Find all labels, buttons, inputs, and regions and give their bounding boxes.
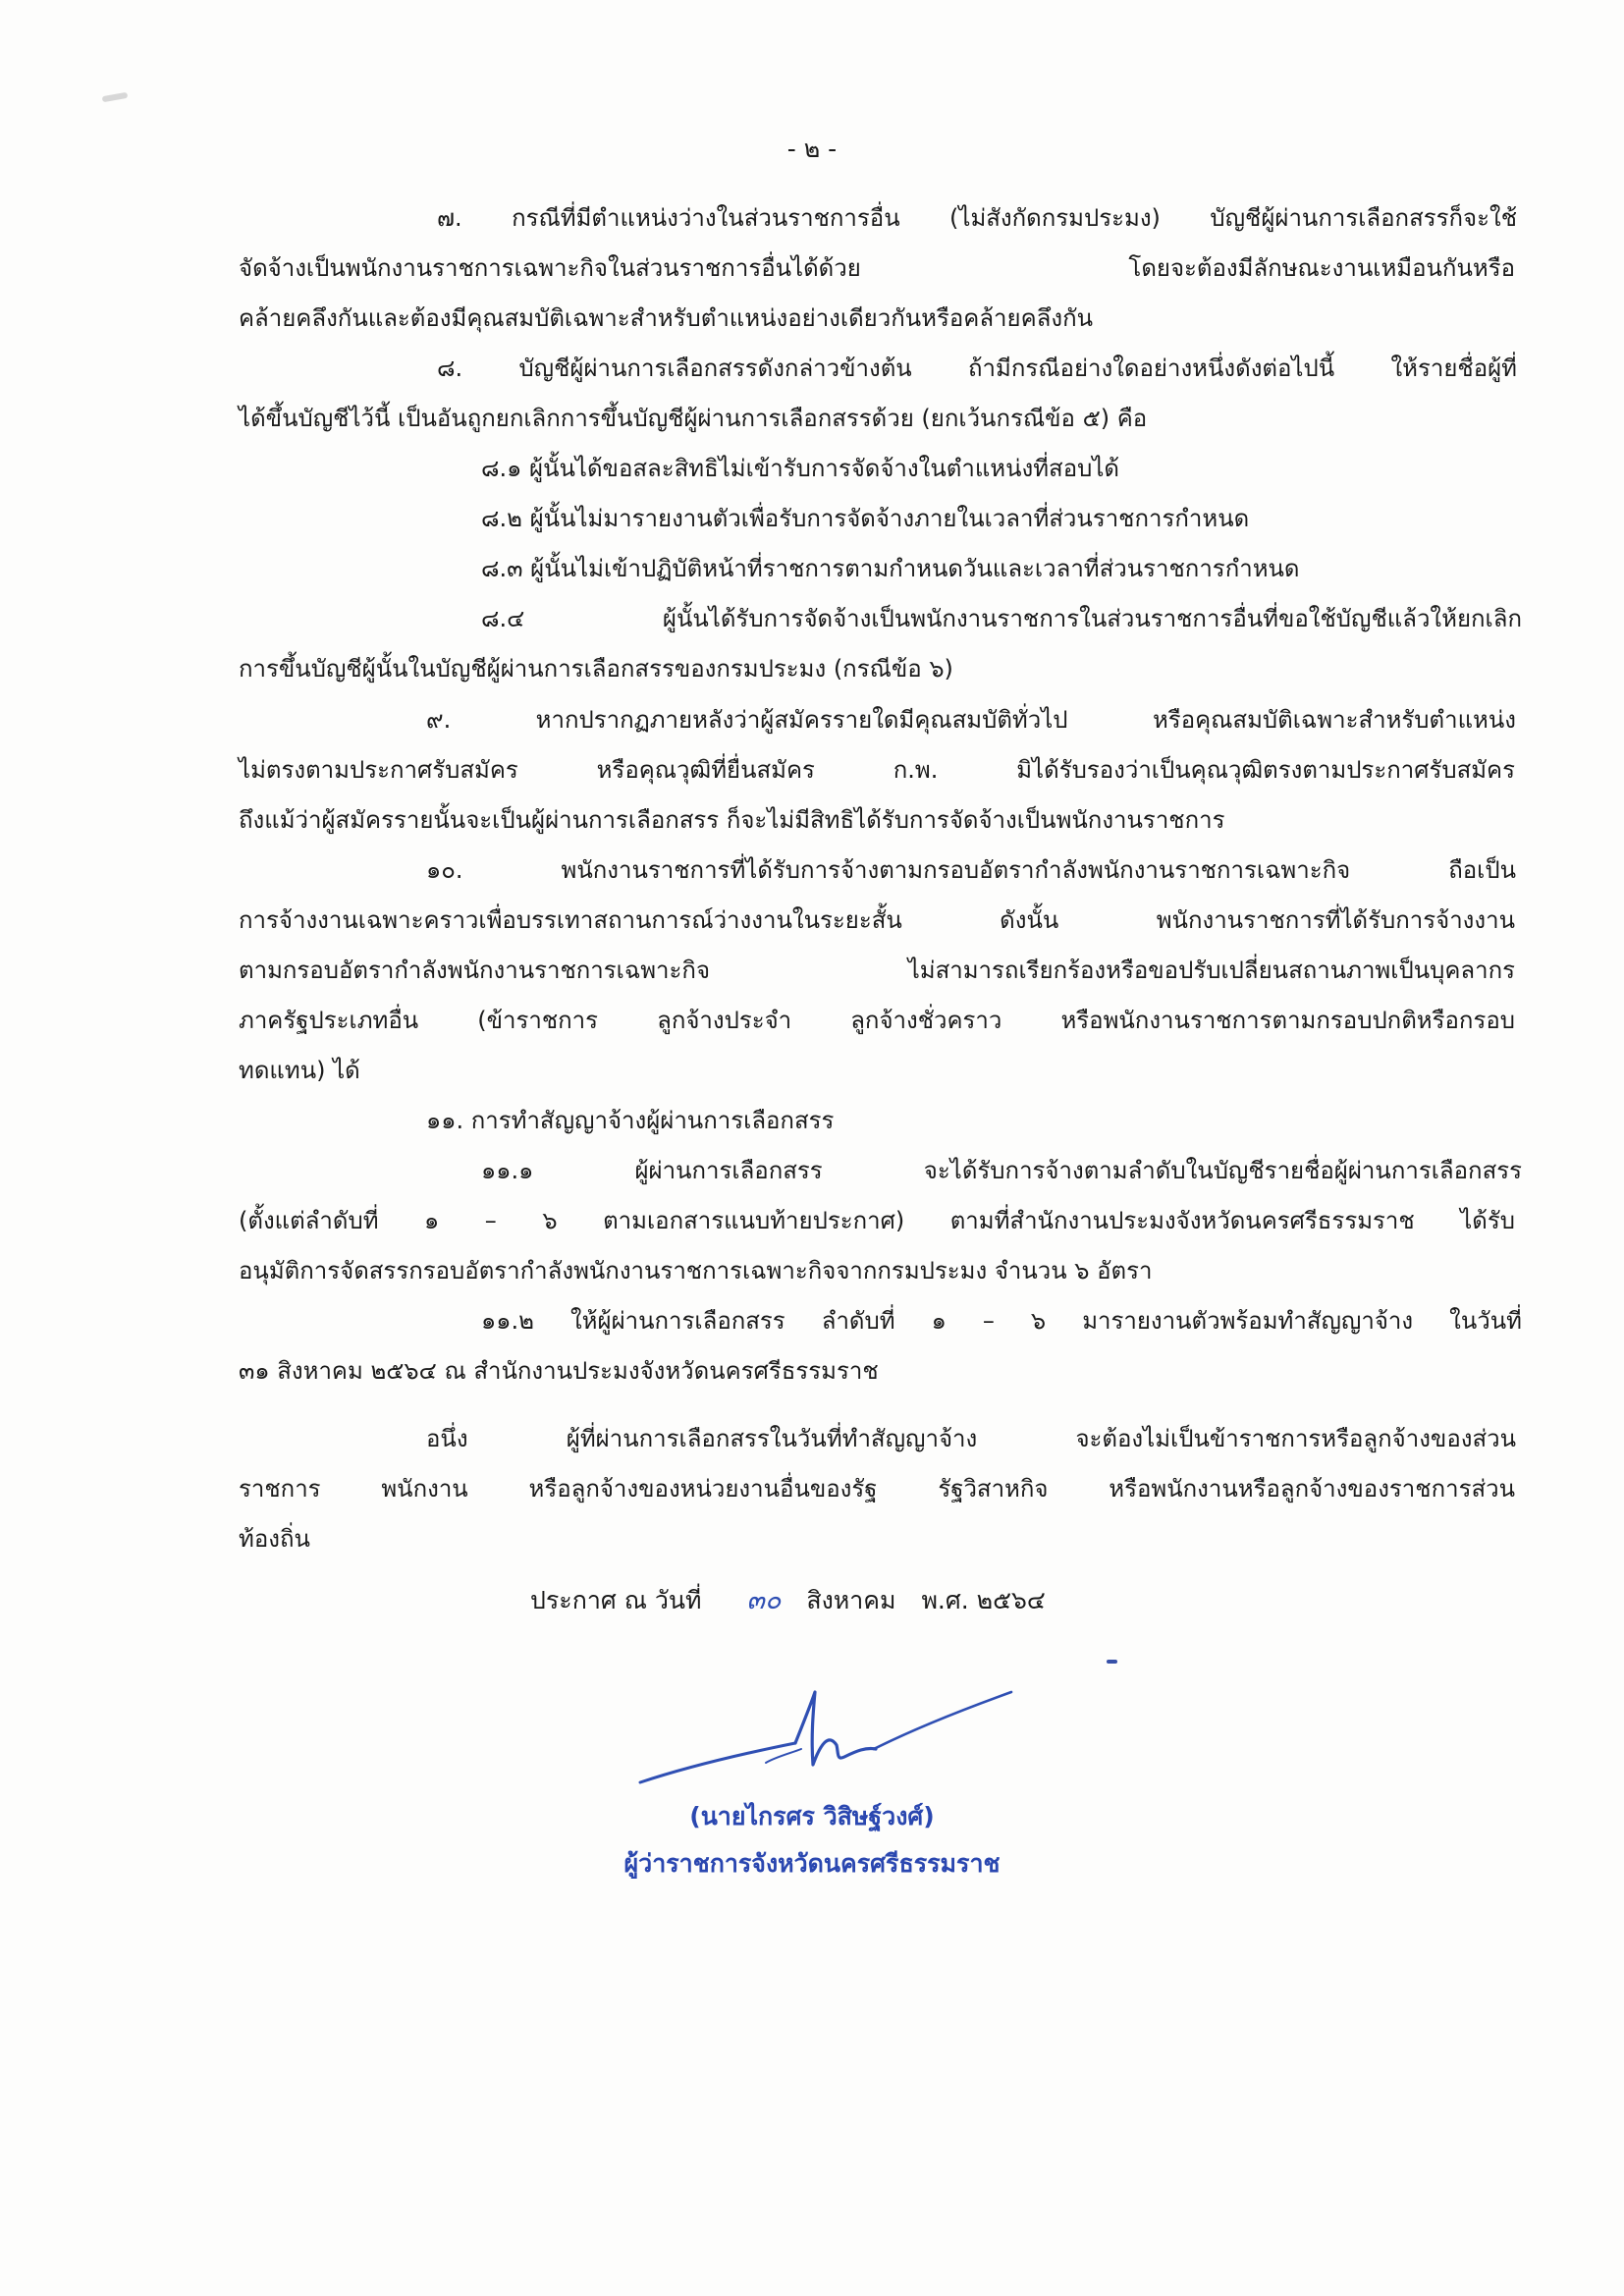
announcement-day: ๓๐ [746,1585,782,1615]
item-8-2: ๘.๒ ผู้นั้นไม่มารายงานตัวเพื่อรับการจัดจ้างภายในเวลาที่ส่วนราชการกำหนด [481,505,1250,532]
item-11-2-line-1: ๑๑.๒ ให้ผู้ผ่านการเลือกสรร ลำดับที่ ๑ – ๖ มารายงานตัวพร้อมทำสัญญาจ้าง ในวันที่ [481,1307,1522,1335]
paragraph-10-line-3: ตามกรอบอัตรากำลังพนักงานราชการเฉพาะกิจ ไม่สามารถเรียกร้องหรือขอปรับเปลี่ยนสถานภาพเป็นบุคลากร [239,957,1515,984]
paragraph-8-line-1: ๘. บัญชีผู้ผ่านการเลือกสรรดังกล่าวข้างต้น ถ้ามีกรณีอย่างใดอย่างหนึ่งดังต่อไปนี้ ให้รายชื่อผู้ที่ [437,355,1517,382]
announcement-prefix: ประกาศ ณ วันที่ [530,1586,702,1614]
closing-line-2: ราชการ พนักงาน หรือลูกจ้างของหน่วยงานอื่นของรัฐ รัฐวิสาหกิจ หรือพนักงานหรือลูกจ้างของราชการส่วน [239,1475,1515,1503]
item-8-4-line-2: การขึ้นบัญชีผู้นั้นในบัญชีผู้ผ่านการเลือกสรรของกรมประมง (กรณีข้อ ๖) [239,655,953,683]
paragraph-10-line-2: การจ้างงานเฉพาะคราวเพื่อบรรเทาสถานการณ์ว่างงานในระยะสั้น ดังนั้น พนักงานราชการที่ได้รับการจ้างงาน [239,906,1515,934]
closing-line-1: อนึ่ง ผู้ที่ผ่านการเลือกสรรในวันที่ทำสัญญาจ้าง จะต้องไม่เป็นข้าราชการหรือลูกจ้างของส่วน [426,1425,1516,1452]
paragraph-9-line-2: ไม่ตรงตามประกาศรับสมัคร หรือคุณวุฒิที่ยื่นสมัคร ก.พ. มิได้รับรองว่าเป็นคุณวุฒิตรงตามประกาศรับสมัคร [239,756,1515,784]
paragraph-7-line-3: คล้ายคลึงกันและต้องมีคุณสมบัติเฉพาะสำหรับตำแหน่งอย่างเดียวกันหรือคล้ายคลึงกัน [239,304,1093,332]
announcement-date [530,1583,1063,1618]
paragraph-9-line-3: ถึงแม้ว่าผู้สมัครรายนั้นจะเป็นผู้ผ่านการเลือกสรร ก็จะไม่มีสิทธิได้รับการจัดจ้างเป็นพนักงานราชการ [239,806,1225,834]
paragraph-9-line-1: ๙. หากปรากฏภายหลังว่าผู้สมัครรายใดมีคุณสมบัติทั่วไป หรือคุณสมบัติเฉพาะสำหรับตำแหน่ง [426,706,1516,734]
announcement-month: สิงหาคม [806,1586,896,1614]
item-8-3: ๘.๓ ผู้นั้นไม่เข้าปฏิบัติหน้าที่ราชการตามกำหนดวันและเวลาที่ส่วนราชการกำหนด [481,555,1300,582]
paragraph-11-heading: ๑๑. การทำสัญญาจ้างผู้ผ่านการเลือกสรร [426,1107,835,1134]
item-11-2-line-2: ๓๑ สิงหาคม ๒๕๖๔ ณ สำนักงานประมงจังหวัดนครศรีธรรมราช [239,1357,879,1385]
paragraph-7-line-2: จัดจ้างเป็นพนักงานราชการเฉพาะกิจในส่วนราชการอื่นได้ด้วย โดยจะต้องมีลักษณะงานเหมือนกันหรือ [239,254,1515,282]
ink-mark [1107,1660,1117,1664]
item-8-1: ๘.๑ ผู้นั้นได้ขอสละสิทธิไม่เข้ารับการจัดจ้างในตำแหน่งที่สอบได้ [481,455,1120,482]
paragraph-10-line-4: ภาครัฐประเภทอื่น (ข้าราชการ ลูกจ้างประจำ ลูกจ้างชั่วคราว หรือพนักงานราชการตามกรอบปกติหรือกรอบ [239,1007,1515,1034]
signature-image [628,1684,1021,1797]
item-11-1-line-2: (ตั้งแต่ลำดับที่ ๑ – ๖ ตามเอกสารแนบท้ายประกาศ) ตามที่สำนักงานประมงจังหวัดนครศรีธรรมราช ได้รับ [239,1207,1515,1234]
scan-speck [102,92,129,102]
signatory-name: (นายไกรศร วิสิษฐ์วงศ์) [689,1802,935,1831]
item-11-1-line-3: อนุมัติการจัดสรรกรอบอัตรากำลังพนักงานราชการเฉพาะกิจจากกรมประมง จำนวน ๖ อัตรา [239,1257,1153,1285]
item-8-4-line-1: ๘.๔ ผู้นั้นได้รับการจัดจ้างเป็นพนักงานราชการในส่วนราชการอื่นที่ขอใช้บัญชีแล้วให้ยกเลิก [481,605,1522,632]
announcement-year: พ.ศ. ๒๕๖๔ [921,1586,1046,1614]
paragraph-8-line-2: ได้ขึ้นบัญชีไว้นี้ เป็นอันถูกยกเลิกการขึ้นบัญชีผู้ผ่านการเลือกสรรด้วย (ยกเว้นกรณีข้อ ๕) คือ [239,405,1148,432]
paragraph-7-line-1: ๗. กรณีที่มีตำแหน่งว่างในส่วนราชการอื่น (ไม่สังกัดกรมประมง) บัญชีผู้ผ่านการเลือกสรรก็จะใช้ [437,204,1517,232]
paragraph-10-line-5: ทดแทน) ได้ [239,1057,360,1084]
signatory-position: ผู้ว่าราชการจังหวัดนครศรีธรรมราช [623,1849,1001,1878]
paragraph-10-line-1: ๑๐. พนักงานราชการที่ได้รับการจ้างตามกรอบอัตรากำลังพนักงานราชการเฉพาะกิจ ถือเป็น [426,856,1516,884]
page-number: - ๒ - [786,135,838,163]
closing-line-3: ท้องถิ่น [239,1525,310,1553]
item-11-1-line-1: ๑๑.๑ ผู้ผ่านการเลือกสรร จะได้รับการจ้างตามลำดับในบัญชีรายชื่อผู้ผ่านการเลือกสรร [481,1157,1522,1184]
